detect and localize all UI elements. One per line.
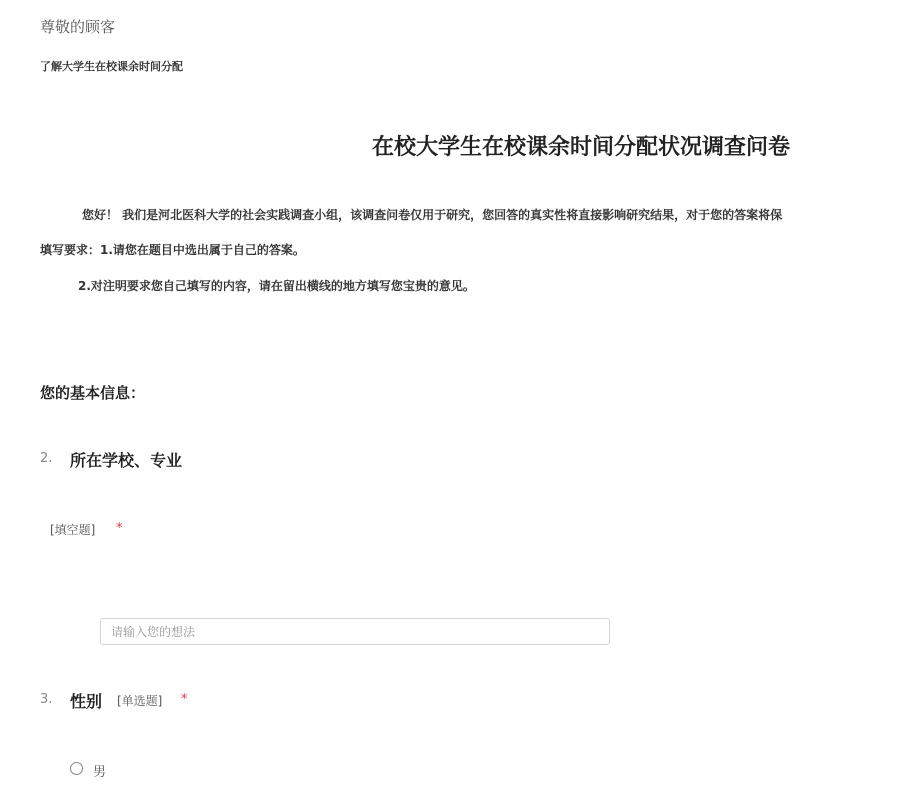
question-number: 3. [40, 692, 53, 707]
required-marker: * [181, 692, 188, 707]
question-type-label: [单选题] [117, 694, 163, 708]
gender-male-radio[interactable] [70, 762, 83, 775]
requirement-1: 填写要求：1.请您在题目中选出属于自己的答案。 [40, 243, 305, 257]
gender-male-label[interactable]: 男 [93, 765, 107, 780]
section-title: 您的基本信息： [40, 384, 146, 402]
greeting-text: 尊敬的顾客 [40, 18, 116, 36]
question-title: 性别 [70, 692, 103, 711]
question-type-label: [填空题] [50, 523, 96, 537]
school-major-input[interactable] [100, 618, 610, 645]
survey-subtitle: 了解大学生在校课余时间分配 [40, 60, 183, 73]
question-number: 2. [40, 451, 53, 466]
required-marker: * [116, 521, 123, 536]
intro-paragraph: 您好！ 我们是河北医科大学的社会实践调查小组，该调查问卷仅用于研究，您回答的真实性将直接影响研究结果，对于您的答案将保 [82, 208, 783, 222]
question-title: 所在学校、专业 [70, 451, 183, 470]
survey-title: 在校大学生在校课余时间分配状况调查问卷 [372, 135, 791, 160]
requirement-2: 2.对注明要求您自己填写的内容，请在留出横线的地方填写您宝贵的意见。 [78, 279, 475, 293]
